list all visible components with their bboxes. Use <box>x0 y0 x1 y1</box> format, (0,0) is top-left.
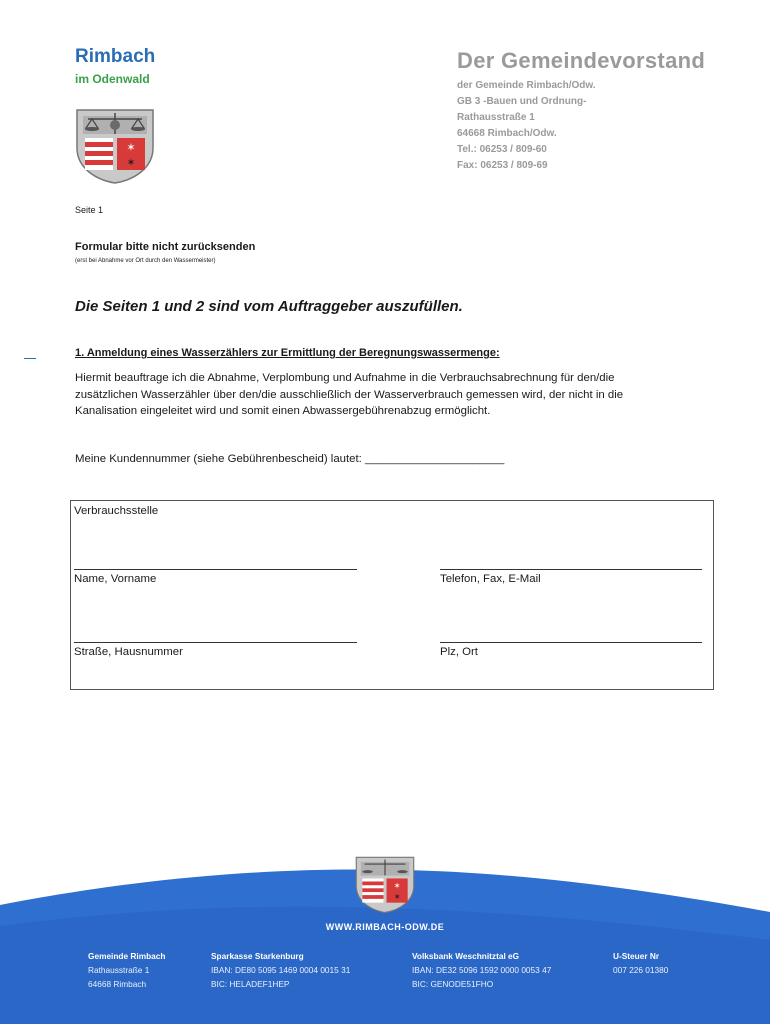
footer-column-municipality <box>88 949 165 991</box>
paragraph-line: zusätzlichen Wasserzähler über den/die ausschließlich der Wasserverbrauch gemessen wird, der nicht in die <box>75 388 624 401</box>
city-field-line[interactable] <box>440 642 702 643</box>
footer-column-sparkasse <box>211 949 350 991</box>
svg-text:✶: ✶ <box>126 141 136 154</box>
svg-text:✶: ✶ <box>393 880 401 891</box>
footer-column-volksbank <box>412 949 551 991</box>
address-line: 64668 Rimbach/Odw. <box>457 128 557 139</box>
footer-column-line: BIC: HELADEF1HEP <box>211 979 290 989</box>
footer-column-line: IBAN: DE80 5095 1469 0004 0015 31 <box>211 965 351 975</box>
footer-column-line: Rathausstraße 1 <box>88 965 150 975</box>
address-line: Rathausstraße 1 <box>457 112 535 123</box>
coat-of-arms-icon <box>74 104 156 184</box>
footer-coat-of-arms-icon <box>354 850 416 916</box>
name-field-label: Name, Vorname <box>74 573 157 585</box>
footer-column-line: IBAN: DE32 5096 1592 0000 0053 47 <box>412 965 552 975</box>
footer-column-line: 64668 Rimbach <box>88 979 147 989</box>
footer-column-heading: U-Steuer Nr <box>613 951 660 961</box>
consumption-box <box>70 500 714 690</box>
customer-number-field[interactable]: ______________________ <box>365 453 505 465</box>
street-field-line[interactable] <box>74 642 357 643</box>
svg-text:✶: ✶ <box>126 156 136 169</box>
notice-title: Formular bitte nicht zurücksenden <box>75 241 256 253</box>
address-line: Tel.: 06253 / 809-60 <box>457 144 547 155</box>
paragraph-line: Kanalisation eingeleitet wird und somit einen Abwassergebührenabzug ermöglicht. <box>75 405 491 417</box>
footer-column-tax <box>613 949 668 977</box>
footer-column-heading: Gemeinde Rimbach <box>88 951 166 961</box>
address-line: GB 3 -Bauen und Ordnung- <box>457 96 587 107</box>
notice-subtitle: (erst bei Abnahme vor Ort durch den Wassermeister) <box>75 258 216 264</box>
consumption-box-title: Verbrauchsstelle <box>74 505 159 517</box>
instruction-heading: Die Seiten 1 und 2 sind vom Auftraggeber auszufüllen. <box>75 298 463 315</box>
address-line: der Gemeinde Rimbach/Odw. <box>457 80 596 91</box>
svg-text:✶: ✶ <box>393 891 401 902</box>
contact-field-label: Telefon, Fax, E-Mail <box>440 573 541 585</box>
footer-column-heading: Sparkasse Starkenburg <box>211 951 304 961</box>
authority-address <box>457 78 596 174</box>
footer-column-heading: Volksbank Weschnitztal eG <box>412 951 520 961</box>
town-subtitle: im Odenwald <box>75 72 150 86</box>
section-paragraph <box>75 370 715 420</box>
margin-mark <box>24 358 36 359</box>
customer-number-label: Meine Kundennummer (siehe Gebührenbescheid) lautet: <box>75 453 362 465</box>
city-field-label: Plz, Ort <box>440 646 478 658</box>
footer-column-line: BIC: GENODE51FHO <box>412 979 494 989</box>
address-line: Fax: 06253 / 809-69 <box>457 160 548 171</box>
section-heading: 1. Anmeldung eines Wasserzählers zur Ermittlung der Beregnungswassermenge: <box>75 347 500 359</box>
footer-website-link[interactable]: WWW.RIMBACH-ODW.DE <box>325 922 445 932</box>
customer-number-row <box>75 453 504 465</box>
page-number: Seite 1 <box>75 205 104 215</box>
name-field-line[interactable] <box>74 569 357 570</box>
paragraph-line: Hiermit beauftrage ich die Abnahme, Verplombung und Aufnahme in die Verbrauchsabrechnung für den/die <box>75 372 615 384</box>
contact-field-line[interactable] <box>440 569 702 570</box>
footer-column-line: 007 226 01380 <box>613 965 669 975</box>
town-name: Rimbach <box>75 46 156 67</box>
authority-title: Der Gemeindevorstand <box>457 48 706 73</box>
street-field-label: Straße, Hausnummer <box>74 646 183 658</box>
